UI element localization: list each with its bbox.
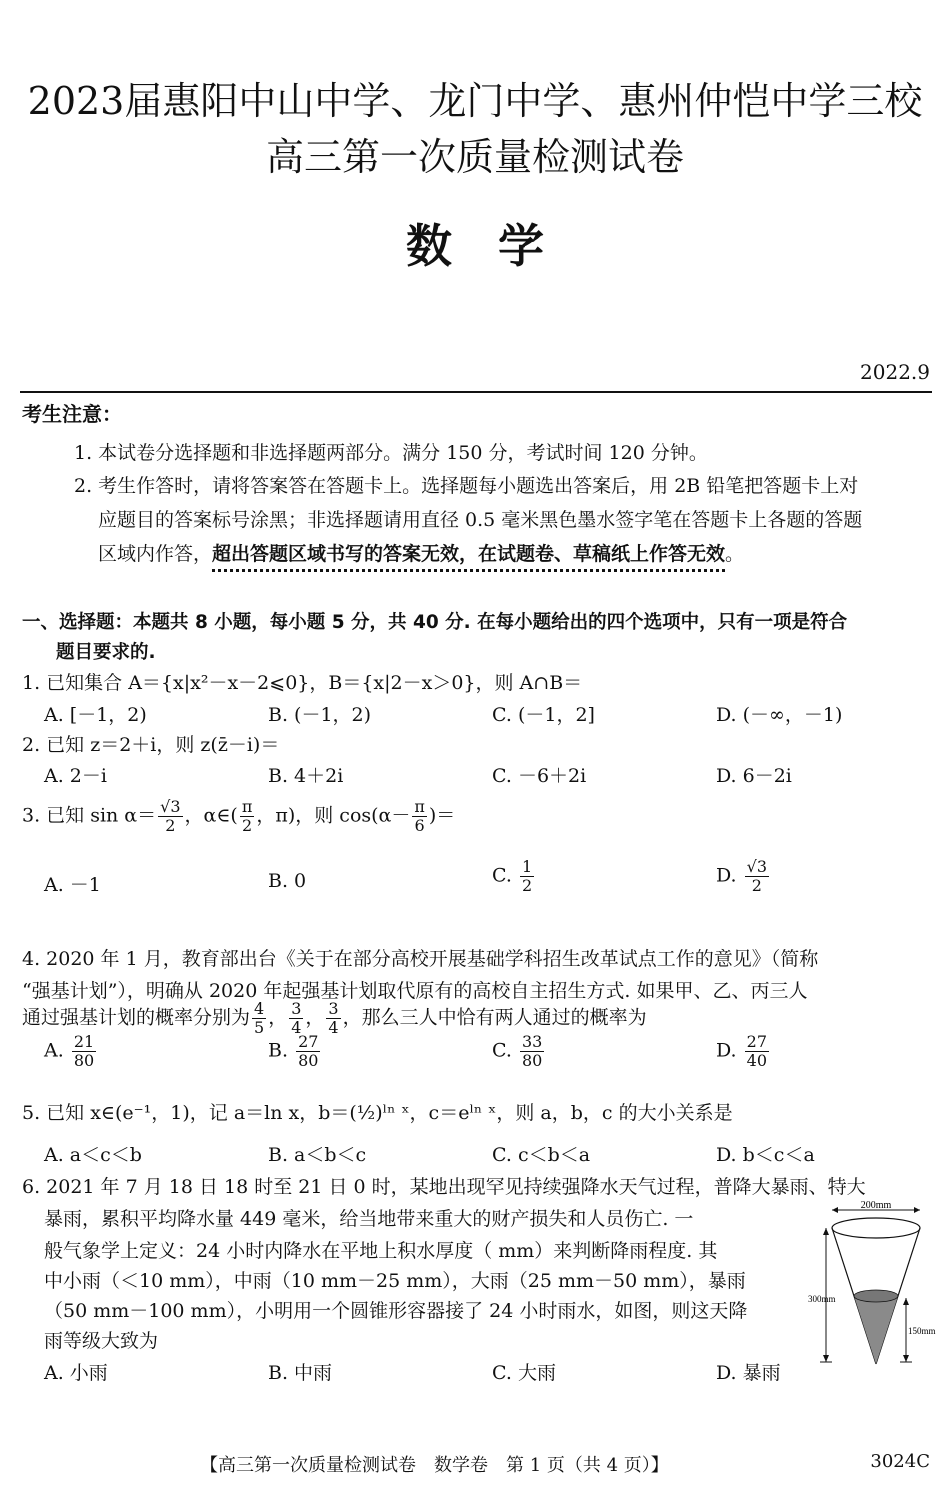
q3-frac-pi-6: $\frac{\pi}{6}$ <box>414 797 425 835</box>
q1-stem: 1. 已知集合 A＝{x|x²－x－2⩽0}，B＝{x|2－x＞0}，则 A∩B＝ <box>22 672 583 694</box>
q2-option-a: A. 2－i <box>44 765 107 787</box>
q3-frac-pi-2: $\frac{\pi}{2}$ <box>241 797 253 835</box>
q4-line2: “强基计划”），明确从 2020 年起强基计划取代原有的高校自主招生方式. 如果甲、乙、丙三人 <box>22 980 808 1002</box>
page-footer: 【高三第一次质量检测试卷 数学卷 第 1 页（共 4 页）】 <box>200 1455 669 1476</box>
water-surface <box>854 1290 898 1302</box>
q1-option-c: C. (－1，2] <box>492 704 595 726</box>
exam-title-line2: 高三第一次质量检测试卷 <box>265 135 684 179</box>
q3-option-a: A. －1 <box>44 874 101 896</box>
q3-option-d: D. $\frac{√3}{2}$ <box>716 857 768 895</box>
q5-option-d: D. b＜c＜a <box>716 1144 815 1166</box>
cone-container-figure <box>806 1198 936 1374</box>
q2-option-b: B. 4＋2i <box>268 765 344 787</box>
q6-line5: （50 mm－100 mm），小明用一个圆锥形容器接了 24 小时雨水，如图，则这天降 <box>44 1300 748 1322</box>
q1-option-a: A. [－1，2) <box>44 704 147 726</box>
q4-option-b: B. $\frac{27}{80}$ <box>268 1032 319 1070</box>
q6-line2: 暴雨，累积平均降水量 449 毫米，给当地带来重大的财产损失和人员伤亡. 一 <box>44 1208 694 1230</box>
notice-item-2-line2: 应题目的答案标号涂黑；非选择题请用直径 0.5 毫米黑色墨水签字笔在答题卡上各题的答题 <box>98 509 863 531</box>
arrow-down-icon <box>823 1355 829 1362</box>
q4-line3: 通过强基计划的概率分别为 $\frac{4}{5}$ ， $\frac{3}{4}$ ， $\frac{3}{4}$ ，那么三人中恰有两人通过的概率为 <box>22 999 647 1037</box>
q5-option-a: A. a＜c＜b <box>44 1144 142 1166</box>
q6-option-a: A. 小雨 <box>44 1362 108 1384</box>
header-divider <box>20 391 932 393</box>
notice-prefix: 区域内作答， <box>98 543 213 565</box>
section1-heading-line2: 题目要求的. <box>56 642 156 663</box>
notice-heading: 考生注意： <box>22 402 122 426</box>
q2-option-c: C. －6＋2i <box>492 765 587 787</box>
cone-rim <box>832 1218 920 1238</box>
notice-item-2-line1: 2. 考生作答时，请将答案答在答题卡上。选择题每小题选出答案后，用 2B 铅笔把答题卡上对 <box>74 475 859 497</box>
exam-date: 2022.9 <box>860 360 930 384</box>
q3-stem <box>22 798 455 835</box>
subject-title: 数 学 <box>406 219 544 273</box>
notice-emphasis: 超出答题区域书写的答案无效，在试题卷、草稿纸上作答无效 <box>212 543 726 565</box>
q3-frac-sqrt3-2: $\frac{√3}{2}$ <box>160 797 181 835</box>
q3-text-3: ，π)，则 cos(α－ <box>256 804 411 827</box>
q3-text-1: 3. 已知 sin α＝ <box>22 804 157 827</box>
q6-option-b: B. 中雨 <box>268 1362 333 1384</box>
fig-label-height: 300mm <box>808 1294 836 1304</box>
arrow-left-icon <box>832 1207 838 1213</box>
q6-option-c: C. 大雨 <box>492 1362 556 1384</box>
q2-stem: 2. 已知 z＝2＋i，则 z(z̄－i)＝ <box>22 734 280 756</box>
q4-option-c: C. $\frac{33}{80}$ <box>492 1032 543 1070</box>
q1-option-b: B. (－1，2) <box>268 704 372 726</box>
section1-heading-line1: 一、选择题：本题共 8 小题，每小题 5 分，共 40 分. 在每小题给出的四个选项中，只有一项是符合 <box>22 612 848 633</box>
q6-line3: 般气象学上定义：24 小时内降水在平地上积水厚度（ mm）来判断降雨程度. 其 <box>44 1240 718 1262</box>
q5-option-b: B. a＜b＜c <box>268 1144 367 1166</box>
q3-text-4: )＝ <box>428 804 456 827</box>
paper-code: 3024C <box>870 1451 930 1472</box>
q2-option-d: D. 6－2i <box>716 765 792 787</box>
notice-item-1: 1. 本试卷分选择题和非选择题两部分。满分 150 分，考试时间 120 分钟。 <box>74 442 708 464</box>
fig-label-water: 150mm <box>908 1326 936 1336</box>
q5-stem: 5. 已知 x∈(e⁻¹，1)，记 a＝ln x，b＝(½)ˡⁿ ˣ，c＝eˡⁿ ˣ，则 a，b，c 的大小关系是 <box>22 1102 733 1124</box>
q4-line1: 4. 2020 年 1 月，教育部出台《关于在部分高校开展基础学科招生改革试点工作的意见》（简称 <box>22 948 819 970</box>
arrow-up-icon-2 <box>903 1298 909 1305</box>
q4-option-a: A. $\frac{21}{80}$ <box>44 1032 95 1070</box>
fig-label-top: 200mm <box>860 1200 892 1211</box>
q3-option-c: C. $\frac{1}{2}$ <box>492 857 533 895</box>
q4-option-d: D. $\frac{27}{40}$ <box>716 1032 768 1070</box>
notice-suffix: 。 <box>725 543 745 565</box>
q6-line4: 中小雨（＜10 mm），中雨（10 mm－25 mm），大雨（25 mm－50 mm），暴雨 <box>44 1270 746 1292</box>
q3-option-b: B. 0 <box>268 870 307 892</box>
notice-item-2-line3 <box>98 539 744 566</box>
arrow-up-icon <box>823 1228 829 1235</box>
q1-option-d: D. (－∞，－1) <box>716 704 843 726</box>
q3-text-2: ，α∈( <box>184 804 238 827</box>
q5-option-c: C. c＜b＜a <box>492 1144 591 1166</box>
water-body <box>854 1296 898 1364</box>
q6-line1: 6. 2021 年 7 月 18 日 18 时至 21 日 0 时，某地出现罕见持续强降水天气过程，普降大暴雨、特大 <box>22 1176 866 1198</box>
exam-title-line1: 2023届惠阳中山中学、龙门中学、惠州仲恺中学三校 <box>27 79 923 123</box>
arrow-right-icon <box>914 1207 920 1213</box>
q6-line6: 雨等级大致为 <box>44 1330 159 1352</box>
q6-option-d: D. 暴雨 <box>716 1362 781 1384</box>
arrow-down-icon-2 <box>903 1355 909 1362</box>
